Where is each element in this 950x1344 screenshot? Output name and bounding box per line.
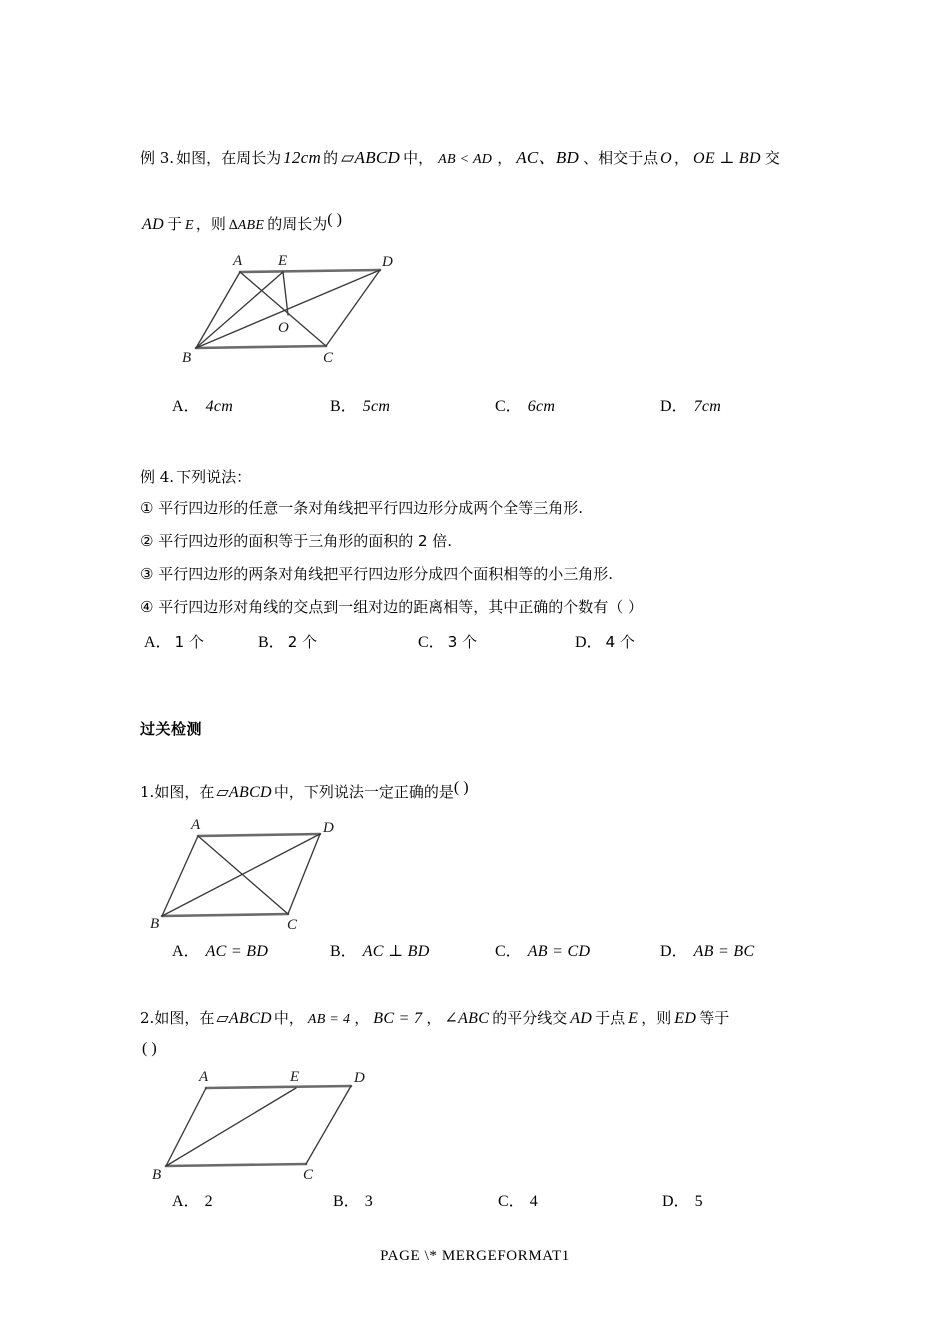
question1-option-c[interactable] (495, 938, 590, 961)
question2-option-b-letter: B． (333, 1193, 360, 1210)
question2-comma-1: ， (354, 1009, 370, 1027)
question2-option-d-value: 5 (694, 1193, 703, 1210)
question1-answer-blank[interactable]: ( ) (453, 779, 469, 796)
example4-option-c-letter: C． (418, 634, 445, 651)
example4-statement-4[interactable]: ④ 平行四边形对角线的交点到一组对边的距离相等，其中正确的个数有（ ） (140, 598, 643, 616)
example3-text-b: 的 (323, 149, 339, 167)
example4-option-b-value: 2 个 (287, 633, 317, 651)
example3-option-b-value: 5cm (362, 398, 391, 415)
question1-option-c-letter: C． (495, 943, 522, 960)
question2-parallelogram-abcd: ▱ABCD (216, 1010, 272, 1027)
example4-label: 例 4. (140, 468, 175, 486)
edge-dc (288, 834, 320, 914)
example3-point-o: O (660, 150, 672, 167)
parallelogram-abcd-with-bisector-be-svg (148, 1068, 368, 1183)
example3-point-e: E (184, 218, 194, 233)
figure-label-d: D (323, 820, 334, 836)
figure-label-a: A (191, 817, 201, 833)
figure-label-b: B (150, 916, 160, 932)
question2-comma-2: ， (426, 1009, 442, 1027)
question2-text-c: 的平分线交 (492, 1009, 568, 1027)
example4-option-c[interactable] (418, 629, 477, 652)
question2-option-c-letter: C． (498, 1193, 525, 1210)
question2-text-d: 于点 (595, 1009, 626, 1027)
figure-label-e: E (290, 1069, 300, 1085)
question2-figure (148, 1068, 368, 1183)
example3-text-g: ，则 (195, 215, 226, 233)
question1-text-a: 如图，在 (154, 783, 215, 801)
segment-eo (283, 272, 288, 315)
figure-label-b: B (182, 350, 192, 366)
question1-parallelogram-abcd: ▱ABCD (216, 784, 272, 801)
edge-ad (198, 834, 320, 836)
question2-point-e: E (628, 1010, 639, 1027)
question2-segment-ed: ED (674, 1010, 697, 1027)
example3-answer-blank[interactable]: ( ) (327, 211, 342, 228)
question2-option-a[interactable] (172, 1188, 213, 1211)
example4-statement-1: ① 平行四边形的任意一条对角线把平行四边形分成两个全等三角形. (140, 499, 583, 517)
example3-comma-2: ， (673, 149, 689, 167)
question1-label: 1. (140, 783, 155, 801)
example3-option-c-letter: C． (495, 398, 522, 415)
question2-text-b: 中， (273, 1009, 304, 1027)
question2-text-e: ，则 (641, 1009, 672, 1027)
example3-triangle-abe: ∆ABE (228, 218, 265, 233)
edge-bc (196, 346, 326, 348)
question1-option-a[interactable] (172, 938, 268, 961)
question1-option-a-letter: A． (172, 943, 200, 960)
example3-option-d-letter: D． (660, 398, 688, 415)
example3-question-line1 (140, 143, 780, 168)
question2-label: 2. (140, 1009, 155, 1027)
example4-option-d[interactable] (575, 629, 635, 652)
question1-option-b-value: AC ⊥ BD (362, 943, 430, 960)
edge-bc (162, 914, 288, 916)
figure-label-c: C (287, 917, 298, 933)
example4-option-a-value: 1 个 (174, 633, 204, 651)
parallelogram-abcd-with-diagonals-and-oe-svg (180, 252, 395, 364)
figure-label-a: A (199, 1069, 209, 1085)
section-title-guoguan-jiance: 过关检测 (140, 720, 203, 738)
example4-option-b-letter: B． (258, 634, 285, 651)
example3-figure (180, 252, 395, 364)
example4-statement-2: ② 平行四边形的面积等于三角形的面积的 2 倍. (140, 532, 453, 550)
example3-comma-1: ， (497, 149, 513, 167)
question2-option-a-value: 2 (204, 1193, 213, 1210)
parallelogram-abcd-with-both-diagonals-svg (150, 817, 350, 933)
example3-option-c-value: 6cm (527, 398, 556, 415)
question2-ab-value: AB = 4 (307, 1012, 351, 1027)
figure-label-d: D (354, 1070, 365, 1086)
question2-bc-value: BC = 7 (373, 1010, 423, 1027)
question2-option-c[interactable] (498, 1188, 538, 1211)
example3-question-line2 (142, 213, 342, 234)
question1-option-d-value: AB = BC (693, 943, 755, 960)
figure-label-e: E (278, 253, 288, 269)
example3-parallelogram-abcd: ▱ABCD (341, 148, 401, 167)
example3-text-e: 交 (764, 149, 780, 167)
question2-option-b-value: 3 (364, 1193, 373, 1210)
example3-inequality: AB < AD (438, 152, 493, 167)
question2-stem-line1 (140, 1007, 729, 1028)
figure-label-c: C (303, 1167, 314, 1183)
edge-dc (306, 1086, 351, 1164)
question2-option-a-letter: A． (172, 1193, 200, 1210)
figure-label-a: A (233, 253, 243, 269)
example3-label: 例 3. (140, 149, 175, 167)
edge-ad (240, 270, 380, 272)
question1-stem (140, 781, 469, 802)
example3-perimeter-value: 12cm (283, 148, 322, 167)
figure-label-b: B (152, 1167, 162, 1183)
example3-text-c: 中， (403, 149, 434, 167)
example3-text-h: 的周长为 (267, 215, 328, 233)
question2-text-a: 如图，在 (154, 1009, 215, 1027)
figure-label-d: D (382, 254, 393, 270)
example4-option-b[interactable] (258, 629, 317, 652)
example4-question-stem (140, 466, 251, 487)
question2-angle-abc: ∠ABC (444, 1010, 490, 1027)
example3-perpendicular-relation: OE ⊥ BD (693, 150, 761, 167)
example3-option-d-value: 7cm (693, 398, 722, 415)
example3-option-a-letter: A． (172, 398, 200, 415)
figure-label-o: O (278, 320, 289, 336)
example4-option-a[interactable] (144, 629, 204, 652)
example4-option-a-letter: A． (144, 634, 172, 651)
diagonal-bd (162, 834, 320, 916)
example3-option-a-value: 4cm (205, 398, 234, 415)
example3-text-f: 于 (166, 215, 182, 233)
example3-segment-ad: AD (142, 216, 164, 233)
diagonal-ac (198, 836, 288, 914)
question1-option-d-letter: D． (660, 943, 688, 960)
figure-label-c: C (323, 350, 334, 366)
example3-option-b-letter: B． (330, 398, 357, 415)
example4-option-d-letter: D． (575, 634, 603, 651)
question2-text-f: 等于 (699, 1009, 730, 1027)
example3-option-b[interactable] (330, 393, 390, 416)
question2-option-d-letter: D． (662, 1193, 690, 1210)
example3-option-c[interactable] (495, 393, 555, 416)
edge-ad (206, 1086, 351, 1088)
question1-figure (150, 817, 350, 933)
example4-option-c-value: 3 个 (447, 633, 477, 651)
question2-segment-ad: AD (570, 1010, 593, 1027)
question1-option-b-letter: B． (330, 943, 357, 960)
question1-option-b[interactable] (330, 938, 430, 961)
example4-option-d-value: 4 个 (605, 633, 635, 651)
question2-option-b[interactable] (333, 1188, 373, 1211)
question1-option-d[interactable] (660, 938, 754, 961)
page-footer: PAGE \* MERGEFORMAT1 (380, 1248, 570, 1264)
question1-text-b: 中，下列说法一定正确的是 (273, 783, 454, 801)
example3-text-a: 如图，在周长为 (176, 149, 282, 167)
question1-option-c-value: AB = CD (527, 943, 591, 960)
question2-option-d[interactable] (662, 1188, 703, 1211)
segment-be (196, 272, 283, 348)
example4-stem-text: 下列说法： (176, 468, 252, 486)
question1-option-a-value: AC = BD (205, 943, 269, 960)
example3-diagonals: AC、BD (516, 148, 580, 167)
example3-option-a[interactable] (172, 393, 233, 416)
example3-text-d: 、相交于点 (583, 149, 659, 167)
edge-ab (196, 272, 240, 348)
question2-answer-blank[interactable]: ( ) (142, 1040, 157, 1057)
edge-ab (162, 836, 198, 916)
question2-option-c-value: 4 (529, 1193, 538, 1210)
example4-statement-3: ③ 平行四边形的两条对角线把平行四边形分成四个面积相等的小三角形. (140, 565, 613, 583)
edge-bc (166, 1164, 306, 1166)
example3-option-d[interactable] (660, 393, 721, 416)
